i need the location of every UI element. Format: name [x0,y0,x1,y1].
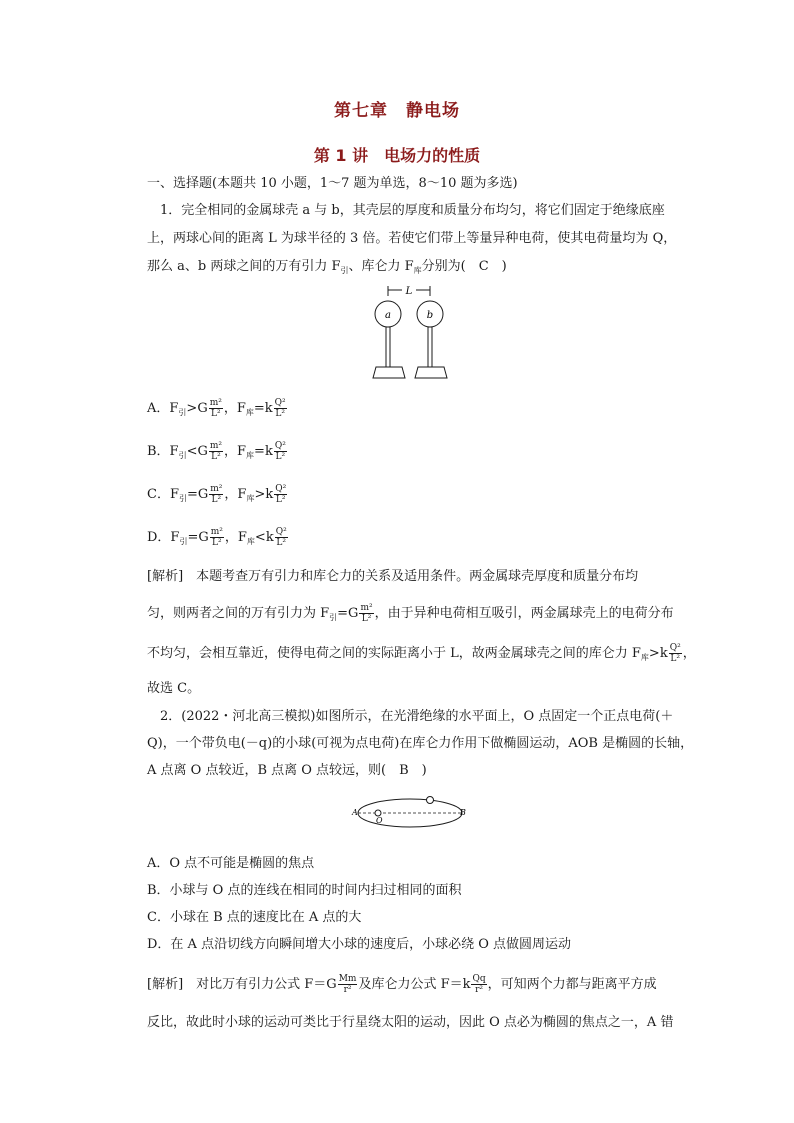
q1-opt-b-rel2: =k [254,444,273,459]
frac-den: L² [212,538,222,548]
q1-line-3 [147,258,507,280]
sub-ku: 库 [246,537,255,546]
frac-num: m² [360,603,373,613]
q1-opt-d-rel2: <k [254,530,274,545]
sub-ku: 库 [413,266,422,275]
frac-num: Q² [274,441,286,451]
frac-num: m² [209,441,223,451]
q2-option-d: D．在 A 点沿切线方向瞬间增大小球的速度后，小球必绕 O 点做圆周运动 [147,937,571,952]
frac-Q2-L2 [275,527,288,548]
q1-opt-a-prefix: A．F [147,401,179,416]
section-heading: 一、选择题(本题共 10 小题，1～7 题为单选，8～10 题为多选) [147,176,518,191]
frac-num: Q² [275,527,287,537]
q1-analysis-2-a: 匀，则两者之间的万有引力为 F [147,606,330,621]
q1-analysis-3-b: >k [648,646,668,661]
frac-den: L² [276,538,286,548]
frac-den: L² [275,409,285,419]
frac-m2-L2 [209,441,223,462]
q1-analysis-3 [147,643,696,667]
sub-yin: 引 [178,408,187,417]
q2-analysis-1-b: 及库仑力公式 F＝k [358,977,471,992]
q1-opt-a-rel2: =k [253,401,273,416]
q1-analysis-4: 故选 C。 [147,681,201,696]
frac-m2-L2 [210,527,224,548]
sub-yin: 引 [340,266,349,275]
q1-option-a [147,398,288,422]
frac-m2-L2 [209,484,223,505]
q2-analysis-1 [147,974,657,995]
frac-den: L² [670,654,680,664]
frac-num: Q² [275,484,287,494]
frac-num: m² [210,484,223,494]
q1-line-1: 1．完全相同的金属球壳 a 与 b，其壳层的厚度和质量分布均匀，将它们固定于绝缘底座 [160,203,665,218]
label-a: a [385,310,391,321]
frac-Qq-r2 [471,974,486,995]
frac-num: Qq [472,974,486,984]
q1-analysis-3-a: 不均匀，会相互靠近，使得电荷之间的实际距离小于 L，故两金属球壳之间的库仑力 F [147,646,641,661]
q1-opt-d-mid: ，F [224,530,247,545]
sub-yin: 引 [179,537,188,546]
frac-Q2-L2 [274,441,287,462]
lesson-title: 第 1 讲 电场力的性质 [313,146,481,165]
q2-analysis-1-a: [解析] 对比万有引力公式 F＝G [147,977,337,992]
q1-figure [362,282,452,380]
frac-num: m² [210,527,223,537]
frac-den: L² [211,495,222,505]
q1-opt-b-rel1: <G [186,444,208,459]
sub-yin: 引 [178,494,187,503]
q1-opt-c-prefix: C．F [147,487,179,502]
frac-Q2-L2 [274,398,287,419]
frac-den: L² [211,452,221,462]
frac-Q2-L2 [274,484,287,505]
q1-analysis-2 [147,603,674,627]
q2-option-c: C．小球在 B 点的速度比在 A 点的大 [147,910,362,925]
frac-den: r² [343,985,352,995]
q1-line-3-b: 、库仑力 F [348,259,414,274]
q2-line-1: 2．(2022・河北高三模拟)如图所示，在光滑绝缘的水平面上，O 点固定一个正点电荷(＋ [160,709,674,724]
q1-line-3-c: 分别为( C ) [421,259,507,274]
q2-analysis-1-c: ，可知两个力都与距离平方成 [487,977,657,992]
q1-analysis-1: [解析] 本题考查万有引力和库仑力的关系及适用条件。两金属球壳厚度和质量分布均 [147,569,639,584]
frac-m2-L2 [359,603,373,624]
label-A: A [352,808,358,817]
sub-yin: 引 [178,451,187,460]
sub-ku: 库 [246,494,255,503]
frac-Q2-L2 [669,643,682,664]
q2-line-3: A 点离 O 点较近，B 点离 O 点较远，则( B ) [147,763,427,778]
frac-den: L² [275,495,286,505]
frac-den: L² [275,452,286,462]
q1-option-b [147,441,288,465]
q1-analysis-2-c: ，由于异种电荷相互吸引，两金属球壳上的电荷分布 [374,606,674,621]
frac-m2-L2 [209,398,223,419]
q1-opt-a-mid: ，F [223,401,246,416]
frac-num: Q² [669,643,681,653]
frac-Mm-r2 [338,974,358,995]
frac-den: L² [210,409,221,419]
q1-opt-a-rel1: >G [186,401,208,416]
q1-opt-c-rel1: =G [186,487,209,502]
sub-ku: 库 [246,451,255,460]
q2-line-2: Q)，一个带负电(－q)的小球(可视为点电荷)在库仑力作用下做椭圆运动，AOB 是椭圆的长轴， [147,736,694,751]
chapter-title: 第七章 静电场 [334,101,460,121]
q1-option-c [147,484,288,508]
q2-figure [350,792,470,832]
q1-analysis-2-b: =G [337,606,359,621]
q1-opt-b-mid: ，F [224,444,247,459]
q1-opt-d-prefix: D．F [147,530,180,545]
q1-line-2: 上，两球心间的距离 L 为球半径的 3 倍。若使它们带上等量异种电荷，使其电荷量均为 Q， [147,231,677,246]
frac-den: r² [475,985,483,995]
q1-opt-c-mid: ，F [224,487,247,502]
q1-option-d [147,527,289,551]
label-B: B [460,808,466,817]
q1-opt-d-rel1: =G [187,530,209,545]
q1-analysis-3-c: ， [682,646,696,661]
q2-option-a: A．O 点不可能是椭圆的焦点 [147,856,315,871]
frac-num: Mm [338,974,357,984]
frac-num: Q² [274,398,286,408]
q2-option-b: B．小球与 O 点的连线在相同的时间内扫过相同的面积 [147,883,462,898]
label-b: b [426,310,434,321]
q2-analysis-2: 反比，故此时小球的运动可类比于行星绕太阳的运动，因此 O 点必为椭圆的焦点之一，A 错 [147,1015,674,1030]
frac-num: m² [209,398,222,408]
q1-line-3-a: 那么 a、b 两球之间的万有引力 F [147,259,341,274]
sub-ku: 库 [245,408,254,417]
label-O: O [376,816,383,825]
label-L: L [405,286,413,297]
sub-ku: 库 [640,653,649,662]
sub-yin: 引 [329,613,338,622]
q1-opt-c-rel2: >k [254,487,274,502]
q1-opt-b-prefix: B．F [147,444,179,459]
frac-den: L² [361,614,372,624]
